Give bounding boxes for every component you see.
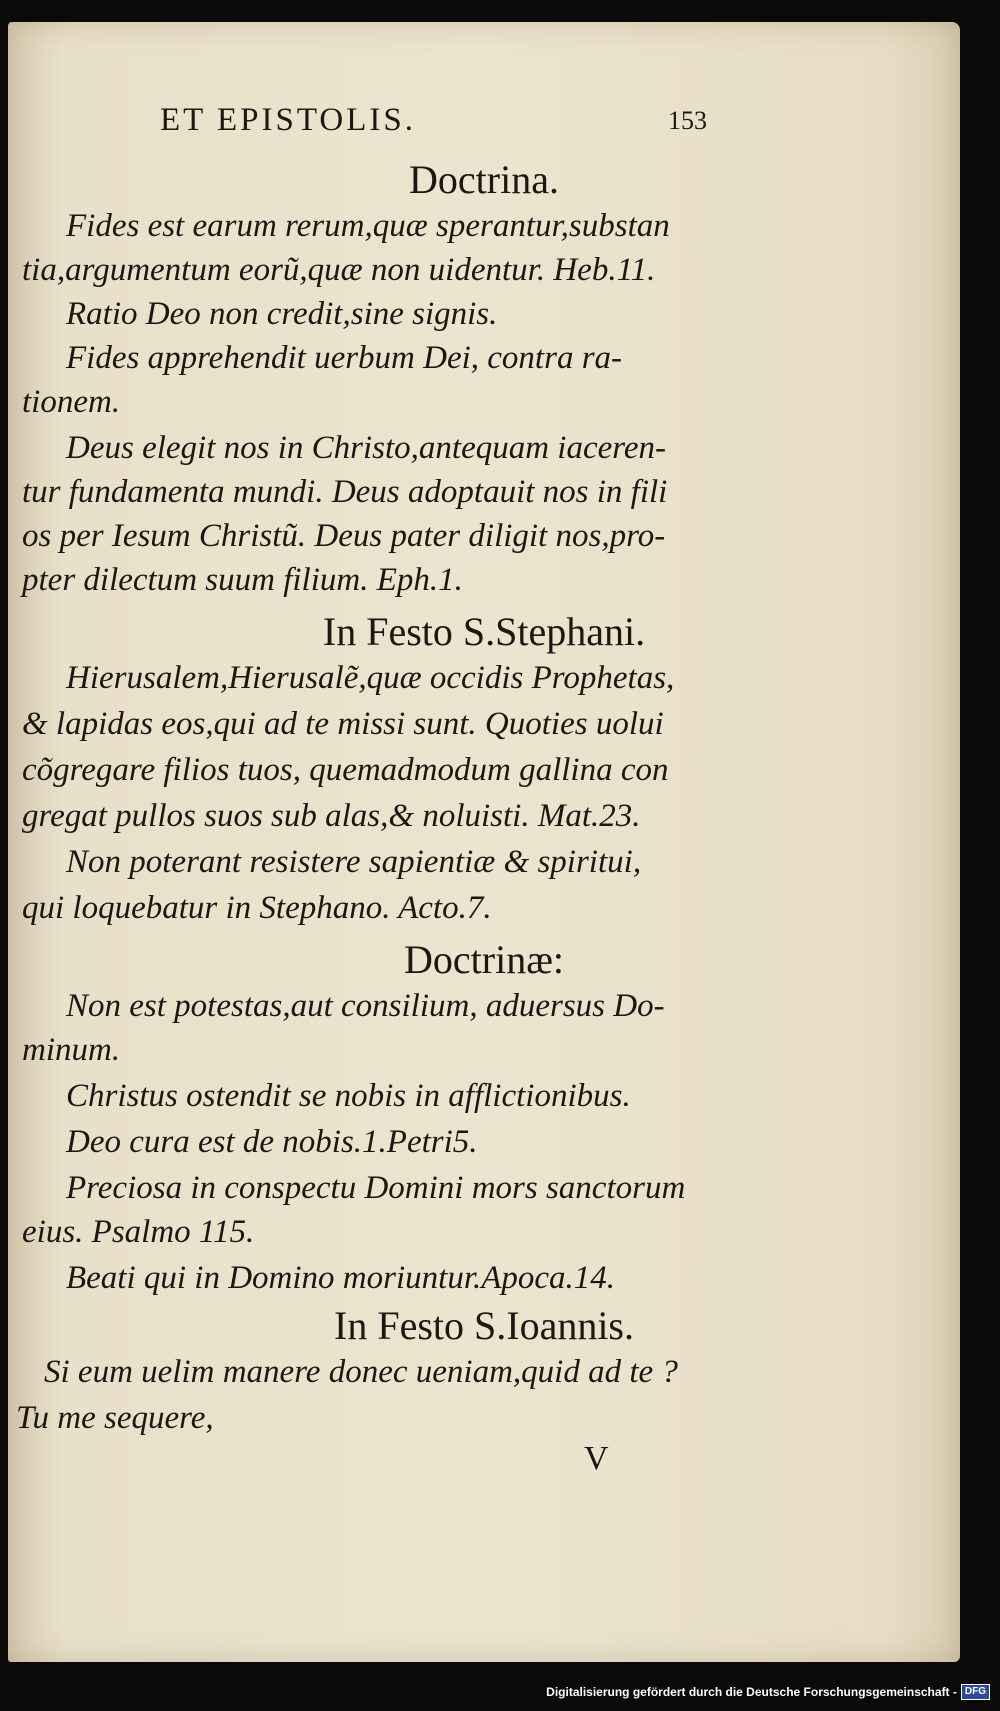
text-line: Christus ostendit se nobis in afflictionibus. <box>66 1078 631 1114</box>
text-line: Non est potestas,aut consilium, aduersus Do- <box>66 988 665 1024</box>
text-line: minum. <box>22 1032 121 1068</box>
running-title: ET EPISTOLIS. <box>160 102 416 138</box>
text-line: pter dilectum suum filium. Eph.1. <box>22 562 463 598</box>
dfg-logo: DFG <box>961 1684 990 1700</box>
digitization-footer <box>546 1681 990 1703</box>
text-line: Hierusalem,Hierusalẽ,quæ occidis Prophetas, <box>66 660 675 696</box>
signature-mark: V <box>584 1440 609 1477</box>
text-line: Si eum uelim manere donec ueniam,quid ad te ? <box>44 1354 678 1390</box>
text-line: Fides apprehendit uerbum Dei, contra ra- <box>66 340 623 376</box>
text-line: cõgregare filios tuos, quemadmodum gallina con <box>22 752 669 788</box>
text-line: gregat pullos suos sub alas,& noluisti. Mat.23. <box>22 798 641 834</box>
text-line: tionem. <box>22 384 121 420</box>
text-line: Fides est earum rerum,quæ sperantur,substan <box>66 208 670 244</box>
text-line: Ratio Deo non credit,sine signis. <box>66 296 498 332</box>
section-heading-doctrina: Doctrina. <box>409 157 559 202</box>
text-line: tia,argumentum eorũ,quæ non uidentur. Heb.11. <box>22 252 656 288</box>
book-page <box>8 22 960 1662</box>
text-line: Tu me sequere, <box>16 1400 214 1436</box>
text-line: Preciosa in conspectu Domini mors sanctorum <box>66 1170 686 1206</box>
text-line: Deo cura est de nobis.1.Petri5. <box>66 1124 478 1160</box>
text-line: Deus elegit nos in Christo,antequam iaceren- <box>66 430 667 466</box>
text-line: eius. Psalmo 115. <box>22 1214 255 1250</box>
text-line: qui loquebatur in Stephano. Acto.7. <box>22 890 492 926</box>
text-line: Beati qui in Domino moriuntur.Apoca.14. <box>66 1260 616 1296</box>
section-heading-doctrinae: Doctrinæ: <box>404 937 564 982</box>
text-line: tur fundamenta mundi. Deus adoptauit nos in fili <box>22 474 668 510</box>
text-line: Non poterant resistere sapientiæ & spiritui, <box>66 844 642 880</box>
section-heading-stephani: In Festo S.Stephani. <box>322 609 646 654</box>
text-line: os per Iesum Christũ. Deus pater diligit nos,pro- <box>22 518 666 554</box>
text-line: & lapidas eos,qui ad te missi sunt. Quoties uolui <box>22 706 664 742</box>
footer-credit: Digitalisierung gefördert durch die Deutsche Forschungsgemeinschaft - <box>546 1685 957 1699</box>
page-number: 153 <box>668 106 707 135</box>
section-heading-ioannis: In Festo S.Ioannis. <box>334 1303 634 1348</box>
